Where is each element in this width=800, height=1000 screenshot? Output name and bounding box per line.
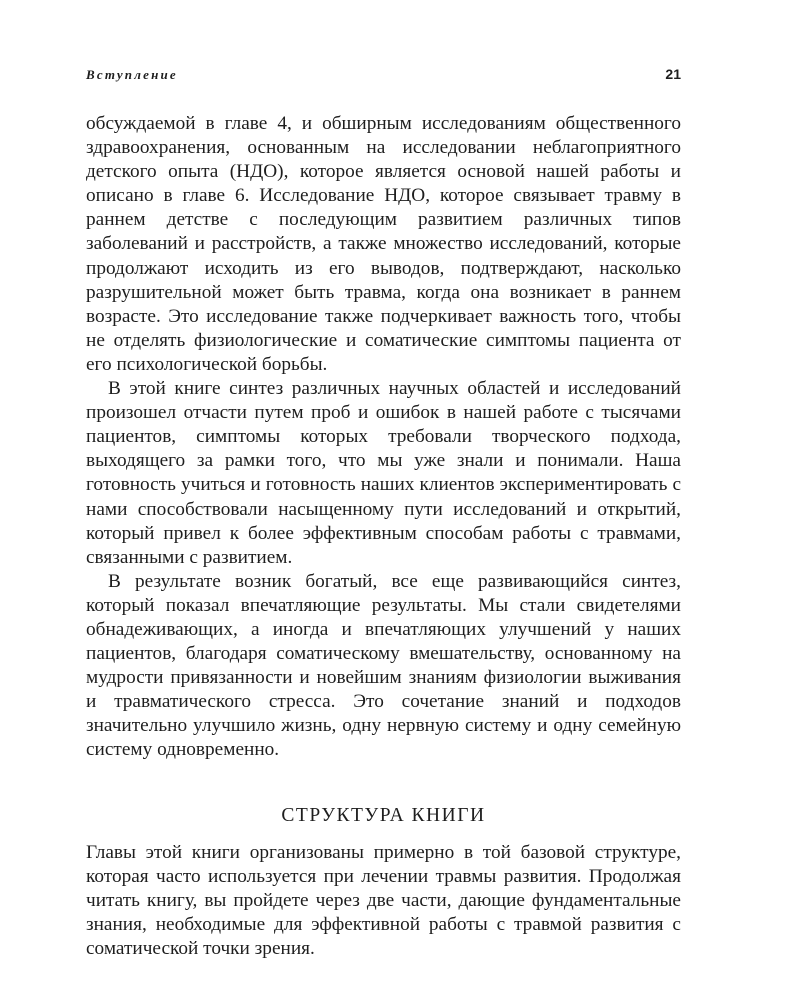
paragraph-structure: Главы этой книги организованы примерно в той базовой структуре, которая часто используется при лечении травмы развития. Продолжая читать книгу, вы пройдете через две части, дающие фундаментальные знания, необходимые для эффективной работы с травмой развития с соматической точки зрения. [86, 841, 681, 959]
book-page [86, 60, 681, 961]
paragraph-synthesis: В этой книге синтез различных научных областей и исследований произошел отчасти путем проб и ошибок в нашей работе с тысячами пациентов, симптомы которых требовали творческого подхода, выходящего за рамки того, что мы уже знали и понимали. Наша готовность учиться и готовность наших клиентов экспериментировать с нами способствовали насыщенному пути исследований и открытий, который привел к более эффективным способам работы с травмами, связанными с развитием. [86, 378, 681, 568]
running-title: Вступление [86, 67, 178, 82]
paragraph-continued: обсуждаемой в главе 4, и обширным исследованиям общественного здравоохранения, основанным на исследовании неблагоприятного детского опыта (НДО), которое является основой нашей работы и описано в главе 6. Исследование НДО, которое связывает травму в раннем детстве с последующим развитием различных типов заболеваний и расстройств, а также множество исследований, которые продолжают исходить из его выводов, подтверждают, насколько разрушительной может быть травма, когда она возникает в раннем возрасте. Это исследование также подчеркивает важность того, чтобы не отделять физиологические и соматические симптомы пациента от его психологической борьбы. [86, 113, 681, 375]
paragraph-results: В результате возник богатый, все еще развивающийся синтез, который показал впечатляющие результаты. Мы стали свидетелями обнадеживающих, а иногда и впечатляющих улучшений у наших пациентов, благодаря соматическому вмешательству, основанному на мудрости привязанности и новейшим знаниям физиологии выживания и травматического стресса. Это сочетание знаний и подходов значительно улучшило жизнь, одну нервную систему и одну семейную систему одновременно. [86, 570, 681, 761]
section-heading: СТРУКТУРА КНИГИ [281, 804, 486, 826]
running-header [86, 66, 681, 90]
body-text [86, 112, 681, 961]
page-number: 21 [665, 66, 681, 82]
